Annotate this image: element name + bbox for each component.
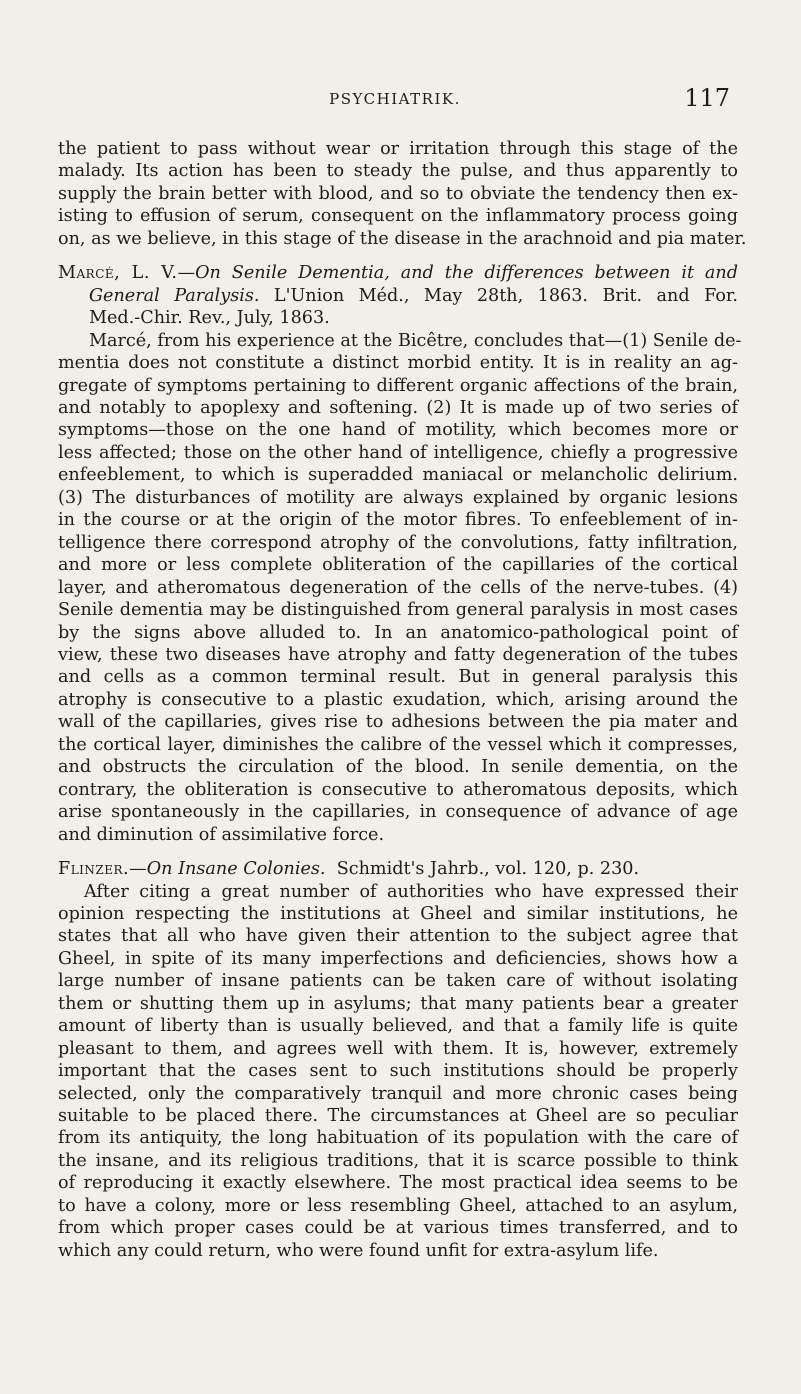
- text-line: and diminution of assimilative force.: [58, 824, 385, 845]
- intro-paragraph: [58, 138, 747, 250]
- text-line: the patient to pass without wear or irritation through this stage of the: [58, 139, 738, 159]
- citation-line-1: Flinzer.—On Insane Colonies. Schmidt's Jahrb., vol. 120, p. 230.: [58, 859, 640, 880]
- text-line: and cells as a common terminal result. But in general paralysis this: [58, 667, 738, 688]
- entry-marce: [58, 262, 742, 846]
- entry-body: [58, 881, 738, 1263]
- entry-flinzer: [58, 858, 738, 1262]
- text-line: Marcé, from his experience at the Bicêtre, concludes that—(1) Senile de-: [89, 330, 742, 351]
- entry-title-cont: General Paralysis.: [89, 285, 260, 306]
- running-head: PSYCHIATRIK.: [329, 90, 461, 108]
- text-line: of reproducing it exactly elsewhere. The most practical idea seems to be: [58, 1173, 738, 1194]
- text-line: Senile dementia may be distinguished from general paralysis in most cases: [58, 600, 738, 621]
- text-line: amount of liberty than is usually believed, and that a family life is quite: [58, 1016, 738, 1037]
- text-line: After citing a great number of authorities who have expressed their: [84, 881, 738, 902]
- text-line: mentia does not constitute a distinct morbid entity. It is in reality an ag-: [58, 353, 738, 374]
- text-line: layer, and atheromatous degeneration of the cells of the nerve-tubes. (4): [58, 577, 738, 598]
- text-line: them or shutting them up in asylums; that many patients bear a greater: [58, 993, 738, 1014]
- text-line: on, as we believe, in this stage of the disease in the arachnoid and pia mater.: [58, 228, 747, 249]
- citation-line-1: Marcé, L. V.—On Senile Dementia, and the differences between it and: [58, 263, 739, 284]
- text-line: gregate of symptoms pertaining to different organic affections of the brain,: [58, 375, 738, 396]
- text-line: and notably to apoplexy and softening. (2) It is made up of two series of: [58, 397, 738, 418]
- text-line: malady. Its action has been to steady the pulse, and thus apparently to: [58, 161, 738, 182]
- text-line: from its antiquity, the long habituation of its population with the care of: [58, 1128, 738, 1149]
- entry-title: On Insane Colonies.: [146, 859, 326, 880]
- text-line: Gheel, in spite of its many imperfections and deficiencies, shows how a: [58, 948, 738, 969]
- entry-author: Flinzer.: [58, 859, 130, 880]
- citation-line-3: Med.-Chir. Rev., July, 1863.: [89, 308, 330, 329]
- page-header: [60, 84, 730, 116]
- text-line: view, these two diseases have atrophy and fatty degeneration of the tubes: [58, 644, 738, 665]
- text-line: by the signs above alluded to. In an anatomico-pathological point of: [58, 622, 738, 643]
- text-line: (3) The disturbances of motility are always explained by organic lesions: [58, 487, 738, 508]
- entry-author: Marcé, L. V.: [58, 263, 178, 284]
- text-line: selected, only the comparatively tranquil and more chronic cases being: [58, 1083, 738, 1104]
- text-line: wall of the capillaries, gives rise to adhesions between the pia mater and: [58, 712, 738, 733]
- entry-citation: Schmidt's Jahrb., vol. 120, p. 230.: [336, 859, 640, 880]
- text-line: arise spontaneously in the capillaries, in consequence of advance of age: [58, 802, 738, 823]
- text-line: symptoms—those on the one hand of motility, which becomes more or: [58, 420, 738, 441]
- text-line: the cortical layer, diminishes the calibre of the vessel which it compresses,: [58, 734, 738, 755]
- text-line: states that all who have given their attention to the subject agree that: [58, 926, 738, 947]
- text-line: from which proper cases could be at various times transferred, and to: [58, 1218, 738, 1239]
- text-line: to have a colony, more or less resembling Gheel, attached to an asylum,: [58, 1195, 738, 1216]
- text-line: pleasant to them, and agrees well with them. It is, however, extremely: [58, 1038, 738, 1059]
- text-line: and obstructs the circulation of the blood. In senile dementia, on the: [58, 757, 738, 778]
- entry-title: On Senile Dementia, and the differences between it and: [195, 263, 739, 284]
- text-line: large number of insane patients can be taken care of without isolating: [58, 971, 738, 992]
- text-line: important that the cases sent to such institutions should be properly: [58, 1061, 738, 1082]
- entry-body: [58, 330, 742, 846]
- text-line: opinion respecting the institutions at Gheel and similar institutions, he: [58, 903, 738, 924]
- text-line: in the course or at the origin of the motor fibres. To enfeeblement of in-: [58, 510, 738, 531]
- page-number: 117: [684, 84, 730, 112]
- entry-citation: L'Union Méd., May 28th, 1863. Brit. and For.: [273, 285, 738, 306]
- text-line: suitable to be placed there. The circumstances at Gheel are so peculiar: [58, 1106, 738, 1127]
- text-line: and more or less complete obliteration of the capillaries of the cortical: [58, 555, 738, 576]
- text-line: less affected; those on the other hand of intelligence, chiefly a progressive: [58, 442, 738, 463]
- page-body: [58, 138, 747, 1262]
- text-line: supply the brain better with blood, and so to obviate the tendency then ex-: [58, 183, 738, 204]
- text-line: contrary, the obliteration is consecutive to atheromatous deposits, which: [58, 779, 738, 800]
- text-line: isting to effusion of serum, consequent on the inflammatory process going: [58, 206, 738, 227]
- text-line: enfeeblement, to which is superadded maniacal or melancholic delirium.: [58, 465, 738, 486]
- citation-line-2: [58, 285, 738, 307]
- text-line: which any could return, who were found unfit for extra-asylum life.: [58, 1240, 659, 1261]
- text-line: atrophy is consecutive to a plastic exudation, which, arising around the: [58, 689, 738, 710]
- text-line: the insane, and its religious traditions, that it is scarce possible to think: [58, 1150, 738, 1171]
- text-line: telligence there correspond atrophy of the convolutions, fatty infiltration,: [58, 532, 738, 553]
